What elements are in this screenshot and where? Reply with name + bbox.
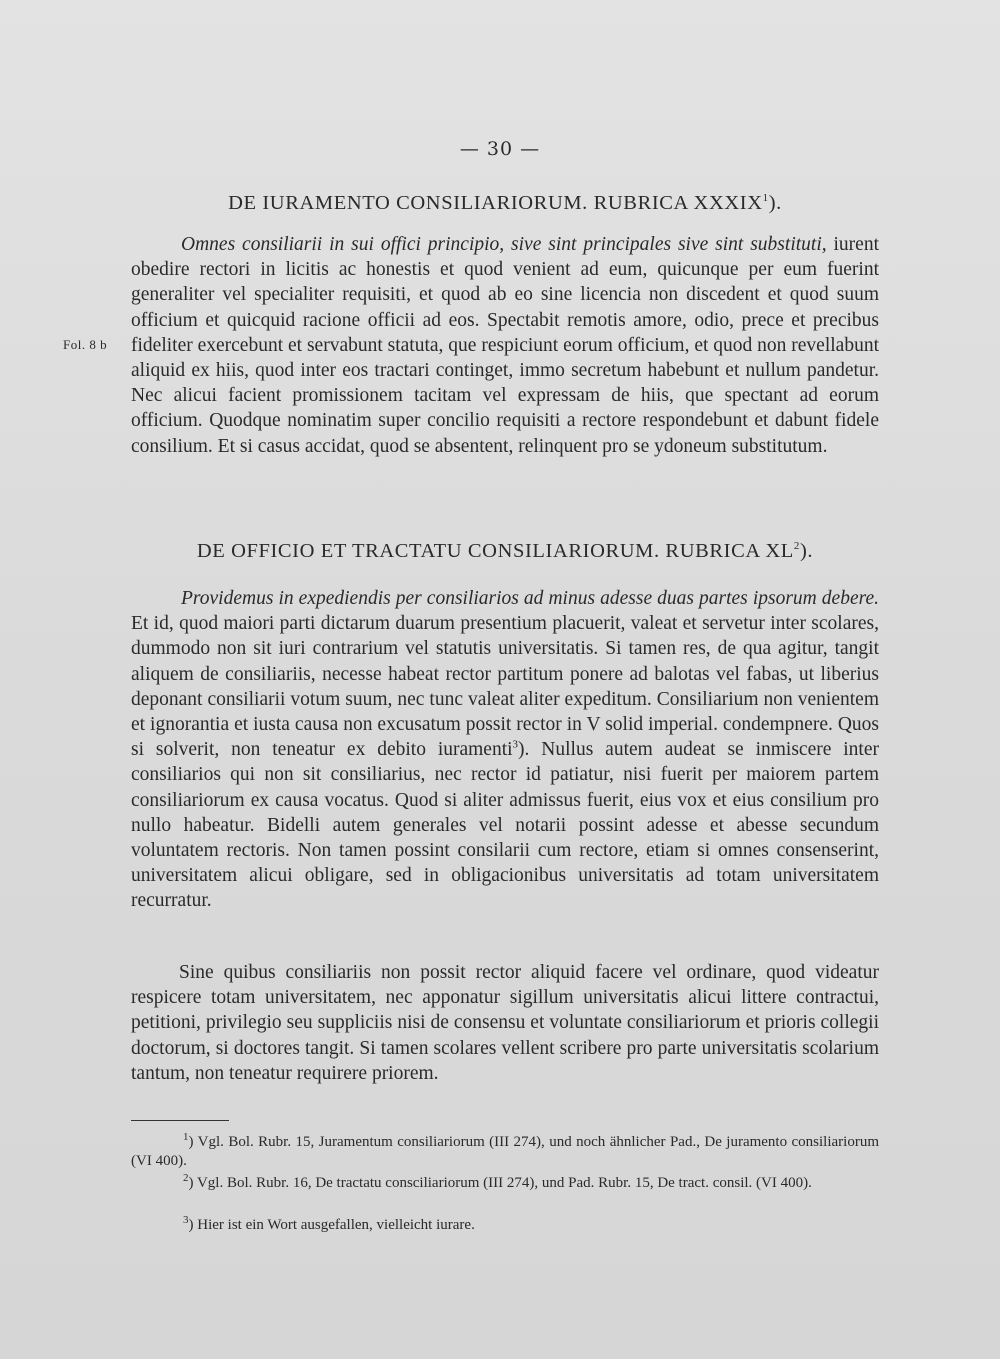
lead-italic-text: Omnes consiliarii in sui offici principio, sive sint principales sive sint substituti, bbox=[181, 234, 827, 255]
footnote-text: ) Vgl. Bol. Rubr. 15, Juramentum consiliariorum (III 274), und noch ähnlicher Pad., De juramento consiliariorum (VI 400). bbox=[131, 1134, 879, 1169]
body-text: Et id, quod maiori parti dictarum duarum presentium placuerit, valeat et servetur inter scolares, dummodo non sit iuri contrarium vel statutis universitatis. Si tamen res, de qua agitur, tangit aliquem de consiliariis, necesse habeat rector partitum ponere ad balotas vel fabas, ut liberius deponant consiliarii votum suum, nec tunc valeat aliter expeditum. Consiliarium non venientem et ignorantia et iusta causa non excusatum possit rector in V solid imperial. condempnere. Quos si solverit, non teneatur ex debito iuramenti bbox=[131, 613, 879, 761]
footnote-ref: 2 bbox=[793, 540, 800, 553]
footnote-text: ) Hier ist ein Wort ausgefallen, vielleicht iurare. bbox=[188, 1217, 475, 1233]
footnote-mark: 3 bbox=[183, 1214, 189, 1226]
footnote-3 bbox=[131, 1216, 879, 1235]
section-heading-rubrica-39 bbox=[130, 192, 880, 215]
section-title-tail: ). bbox=[800, 540, 814, 562]
footnote-divider bbox=[131, 1120, 229, 1121]
footnote-text: ) Vgl. Bol. Rubr. 16, De tractatu consciliariorum (III 274), und Pad. Rubr. 15, De tract. consil. (VI 400). bbox=[188, 1175, 812, 1191]
section-title-tail: ). bbox=[768, 192, 782, 214]
page-number: — 30 — bbox=[459, 138, 541, 160]
lead-italic-text: Providemus in expediendis per consiliarios ad minus adesse duas partes ipsorum debere. bbox=[181, 588, 879, 609]
footnote-2 bbox=[131, 1174, 879, 1193]
footnote-mark: 2 bbox=[183, 1172, 189, 1184]
footnote-1 bbox=[131, 1133, 879, 1171]
paragraph-officio bbox=[131, 586, 879, 914]
section-title: DE OFFICIO ET TRACTATU CONSILIARIORUM. RUBRICA XL bbox=[196, 540, 794, 562]
paragraph-sine-quibus: Sine quibus consiliariis non possit rector aliquid facere vel ordinare, quod videatur respicere totam universitatem, nec apponatur sigillum universitatis alicui littere contractui, petitioni, privilegio seu suppliciis nisi de consensu et voluntate consiliariorum et prioris collegii doctorum, si doctores tangit. Si tamen scolares vellent scribere pro parte universitatis scolarium tantum, non teneatur requirere priorem. bbox=[131, 962, 879, 1084]
folio-margin-note: Fol. 8 b bbox=[63, 337, 108, 352]
body-text: iurent obedire rectori in licitis ac honestis et quod venient ad eum, quicunque per eum fuerint generaliter vel specialiter requisiti, et quod ab eo sine licencia non discedent et quod suum officium et quicquid racione officii ad eos. Spectabit remotis amore, odio, prece et precibus fideliter exercebunt et servabunt statuta, que respiciunt eorum officium, et quod non revellabunt aliquid ex hiis, quod inter eos tractari continget, immo secretum habebunt et nullum pandetur. Nec alicui facient promissionem tacitam vel expressam de hiis, que spectant ad eorum officium. Quodque nominatim super concilio requisiti a rectore respondebunt et dabunt fidele consilium. Et si casus accidat, quod se absentent, relinquent pro se ydoneum substitutum. bbox=[131, 234, 879, 457]
paragraph-iuramento bbox=[131, 232, 879, 459]
body-text: ). Nullus autem audeat se inmiscere inter consiliarios qui non sit consiliarius, nec rector id patiatur, nisi fuerit per maiorem partem consiliariorum ex causa vocatus. Quod si aliter admissus fuerit, eius vox et eius consilium pro nullo habeatur. Bidelli autem generales vel notarii possint adesse et abesse secundum voluntatem rectoris. Non tamen possint consilarii cum rectore, etiam si omnes consenserint, universitatem alicui obligare, sed in obligacionibus universitatis ad totam universitatem recurratur. bbox=[131, 739, 879, 912]
section-title: DE IURAMENTO CONSILIARIORUM. RUBRICA XXXIX bbox=[228, 192, 763, 214]
footnote-ref: 1 bbox=[762, 192, 769, 205]
footnote-ref: 3 bbox=[512, 738, 519, 751]
footnote-mark: 1 bbox=[183, 1131, 189, 1143]
section-heading-rubrica-40 bbox=[130, 540, 880, 563]
